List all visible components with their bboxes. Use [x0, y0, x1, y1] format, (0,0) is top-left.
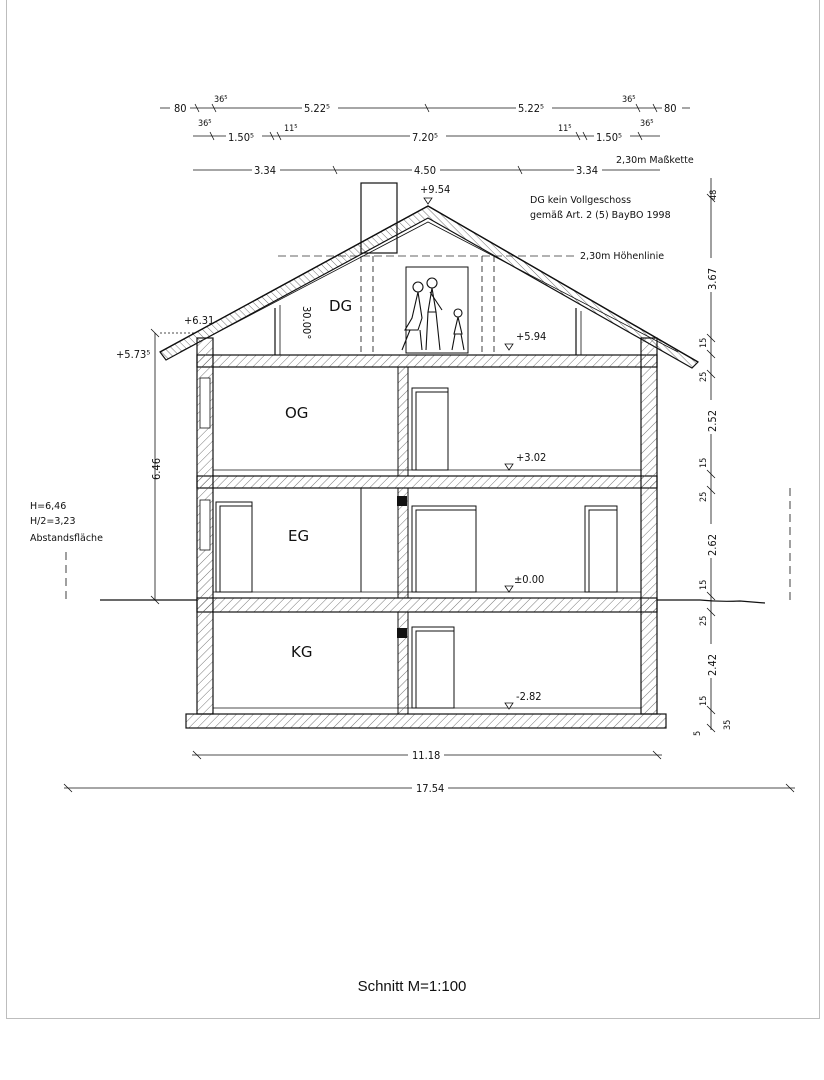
dim-label: 36⁵ [640, 119, 654, 129]
dim-label: 36⁵ [214, 95, 228, 105]
dim-label: 3.34 [576, 164, 599, 177]
dim-label: 1.50⁵ [596, 131, 622, 144]
dim-label: 36⁵ [198, 119, 212, 129]
level-marker-icon [424, 198, 432, 204]
dim-label: 3.67 [706, 267, 719, 290]
room-label-dg: DG [329, 297, 353, 315]
dim-label: 11⁵ [558, 124, 572, 134]
dim-label: 36⁵ [622, 95, 636, 105]
level-marker-icon [505, 586, 513, 592]
dim-label: 4.50 [414, 164, 437, 177]
dim-label: 5 [693, 730, 703, 736]
level-ridge: +9.54 [420, 183, 451, 196]
dim-building-width: 11.18 [412, 749, 441, 762]
top-dimension-row-2-labels [198, 119, 654, 144]
dim-label: 15 [699, 337, 709, 348]
drawing-title: Schnitt M=1:100 [357, 978, 467, 995]
dim-label: 15 [699, 457, 709, 468]
level-og-floor: +3.02 [516, 451, 547, 464]
chimney-shaft [361, 488, 398, 592]
dim-label: 80 [174, 102, 187, 115]
level-eave-outer: +5.73⁵ [116, 348, 151, 361]
dim-height-left: 6.46 [150, 457, 163, 480]
level-marker-icon [505, 464, 513, 470]
dim-label: 25 [699, 615, 709, 626]
dim-label: 15 [699, 579, 709, 590]
top-dimension-row-1 [160, 104, 690, 112]
dim-label: 15 [699, 695, 709, 706]
note-distance-area: Abstandsfläche [30, 533, 103, 544]
level-marker-icon [505, 344, 513, 350]
measure-chain-note: 2,30m Maßkette [616, 155, 694, 166]
dim-label: 80 [664, 102, 677, 115]
room-label-kg: KG [291, 643, 313, 661]
dg-note-line1: DG kein Vollgeschoss [530, 195, 632, 206]
level-eave-left: +6.31 [184, 314, 215, 327]
dim-label: 5.22⁵ [304, 102, 330, 115]
note-h-half: H/2=3,23 [30, 516, 76, 527]
dim-label: 2.62 [706, 533, 719, 556]
dim-label: 2.42 [706, 653, 719, 676]
dim-overall-width: 17.54 [416, 782, 445, 795]
roof-pitch: 30.00° [300, 306, 313, 340]
right-dimension-labels [693, 190, 733, 736]
dim-label: 1.50⁵ [228, 131, 254, 144]
dim-label: 48 [709, 189, 719, 200]
dim-label: 25 [699, 371, 709, 382]
level-dg-floor: +5.94 [516, 330, 547, 343]
room-label-og: OG [285, 404, 309, 422]
dim-label: 25 [699, 491, 709, 502]
dg-note-line2: gemäß Art. 2 (5) BayBO 1998 [530, 210, 671, 221]
dim-label: 7.20⁵ [412, 131, 438, 144]
doors [216, 388, 617, 708]
dim-label: 3.34 [254, 164, 277, 177]
dim-label: 5.22⁵ [518, 102, 544, 115]
dim-label: 11⁵ [284, 124, 298, 134]
dim-label: 2.52 [706, 409, 719, 432]
top-dimension-row-1-labels [170, 95, 682, 115]
dim-label: 35 [723, 719, 733, 730]
level-kg-floor: -2.82 [516, 690, 542, 703]
height-line-label: 2,30m Höhenlinie [580, 251, 665, 262]
note-h-total: H=6,46 [30, 501, 67, 512]
room-label-eg: EG [288, 527, 310, 545]
level-eg-floor: ±0.00 [514, 573, 545, 586]
